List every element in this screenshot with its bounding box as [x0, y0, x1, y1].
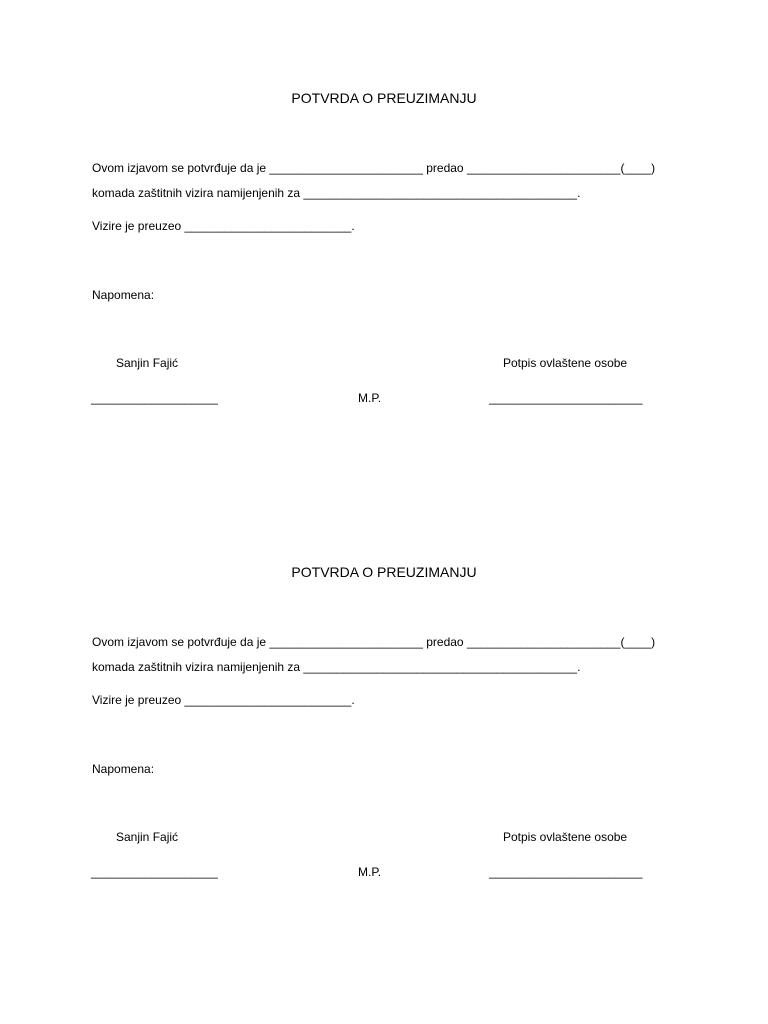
- statement-line-1: Ovom izjavom se potvrđuje da je _______________________ predao _______________________(____): [92, 161, 656, 175]
- signatory-name: Sanjin Fajić: [116, 356, 179, 370]
- authorized-signature-label: Potpis ovlaštene osobe: [503, 830, 628, 844]
- authorized-signature-line: _______________________: [489, 391, 643, 405]
- receipt-form-1: [0, 0, 768, 420]
- signatory-signature-line: ___________________: [91, 391, 218, 405]
- statement-line-2: komada zaštitnih vizira namijenjenih za _________________________________________.: [92, 186, 581, 200]
- form-title: POTVRDA O PREUZIMANJU: [291, 564, 477, 580]
- authorized-signature-line: _______________________: [489, 865, 643, 879]
- stamp-label: M.P.: [358, 865, 382, 879]
- authorized-signature-label: Potpis ovlaštene osobe: [503, 356, 628, 370]
- signatory-name: Sanjin Fajić: [116, 830, 179, 844]
- receipt-form-2: [0, 474, 768, 894]
- receiver-line: Vizire je preuzeo _________________________.: [92, 219, 355, 233]
- signatory-signature-line: ___________________: [91, 865, 218, 879]
- form-title: POTVRDA O PREUZIMANJU: [291, 90, 477, 106]
- statement-line-1: Ovom izjavom se potvrđuje da je _______________________ predao _______________________(____): [92, 635, 656, 649]
- note-label: Napomena:: [92, 762, 155, 776]
- note-label: Napomena:: [92, 288, 155, 302]
- statement-line-2: komada zaštitnih vizira namijenjenih za _________________________________________.: [92, 660, 581, 674]
- stamp-label: M.P.: [358, 391, 382, 405]
- receiver-line: Vizire je preuzeo _________________________.: [92, 693, 355, 707]
